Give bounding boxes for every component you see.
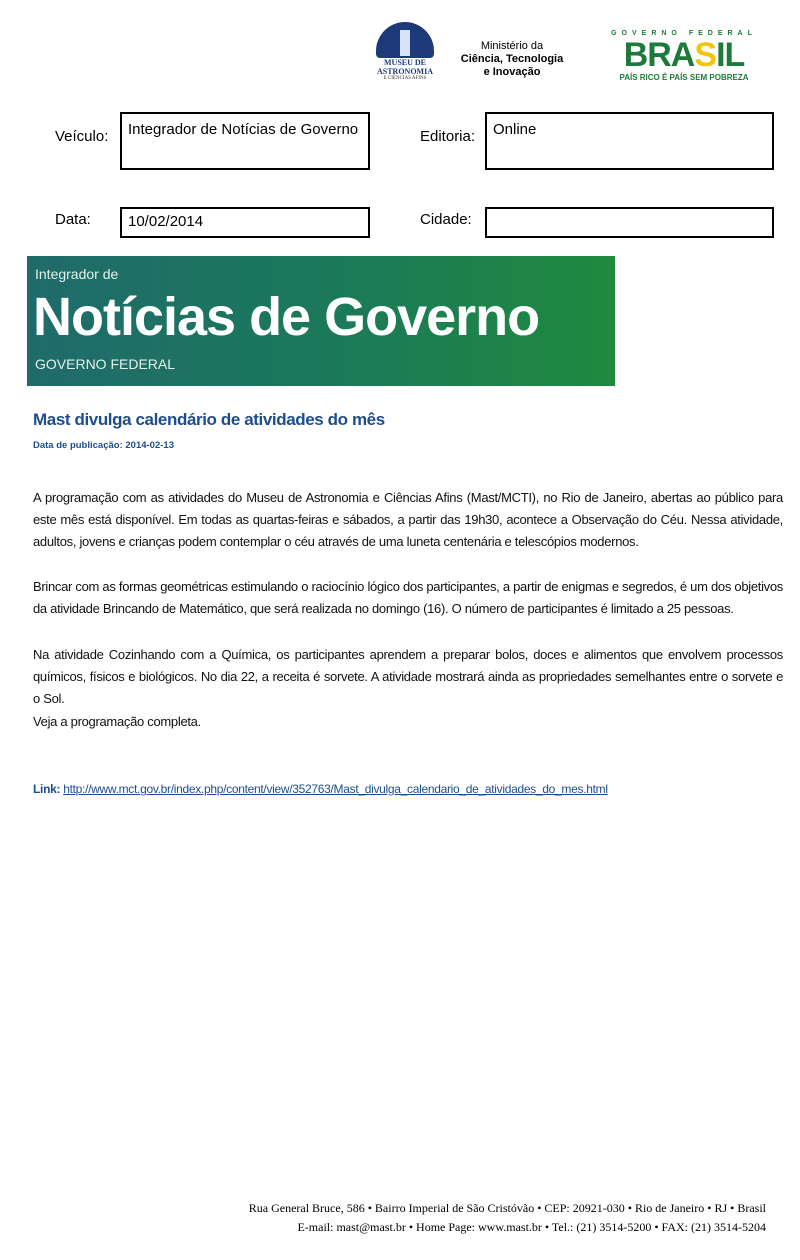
- banner-title: Notícias de Governo: [33, 287, 540, 347]
- museum-logo-text: [372, 58, 438, 82]
- editoria-label: Editoria:: [420, 128, 476, 145]
- banner-gov-text: GOVERNO FEDERAL: [35, 356, 176, 372]
- gov-slogan: PAÍS RICO É PAÍS SEM POBREZA: [619, 73, 749, 82]
- editoria-field[interactable]: Online: [485, 112, 774, 170]
- observatory-dome-icon: [376, 22, 434, 58]
- gov-main-right: IL: [716, 36, 745, 74]
- gov-brasil-wordmark: [598, 37, 770, 73]
- museum-line3: E CIÊNCIAS AFINS: [383, 76, 427, 81]
- source-url-link[interactable]: http://www.mct.gov.br/index.php/content/view/352763/Mast_divulga_calendario_de_atividades_do_mes.html: [63, 782, 608, 796]
- data-label: Data:: [55, 211, 91, 228]
- museum-line1: MUSEU DE: [383, 58, 426, 67]
- ministry-line1: Ministério da: [480, 40, 544, 52]
- government-logo: [598, 30, 770, 86]
- cidade-label: Cidade:: [420, 211, 472, 228]
- news-banner: [27, 256, 615, 386]
- article-paragraph-2: Brincar com as formas geométricas estimulando o raciocínio lógico dos participantes, a partir de enigmas e segredos, é um dos objetivos da atividade Brincando de Matemático, que será realizada no domingo (16). O número de participantes é limitado a 25 pessoas.: [33, 579, 783, 616]
- footer-contact: E-mail: mast@mast.br • Home Page: www.mast.br • Tel.: (21) 3514-5200 • FAX: (21) 3514-5204: [297, 1220, 766, 1234]
- data-field[interactable]: 10/02/2014: [120, 207, 370, 238]
- museum-line2: ASTRONOMIA: [376, 67, 433, 76]
- museum-logo: [372, 22, 438, 84]
- article-paragraph-3: Na atividade Cozinhando com a Química, os participantes aprendem a preparar bolos, doces e alimentos que envolvem processos químicos, físicos e biológicos. No dia 22, a receita é sorvete. A atividade mostrará ainda as propriedades semelhantes entre o sorvete e o Sol.: [33, 647, 783, 706]
- link-label: Link:: [33, 782, 61, 796]
- publication-date: Data de publicação: 2014-02-13: [33, 440, 174, 451]
- banner-small-text: Integrador de: [35, 266, 119, 282]
- article-title: Mast divulga calendário de atividades do mês: [33, 410, 385, 429]
- veiculo-field[interactable]: Integrador de Notícias de Governo: [120, 112, 370, 170]
- gov-main-left: BRA: [623, 36, 695, 74]
- ministry-logo: [448, 40, 576, 79]
- article-link: [33, 782, 608, 796]
- ministry-line2: Ciência, Tecnologia: [460, 53, 564, 65]
- ministry-line3: e Inovação: [483, 66, 541, 78]
- gov-main-mid: S: [694, 36, 717, 74]
- article-paragraph-4: Veja a programação completa.: [33, 714, 201, 729]
- gov-top-text: GOVERNO FEDERAL: [611, 30, 757, 37]
- article-paragraph-1: A programação com as atividades do Museu de Astronomia e Ciências Afins (Mast/MCTI), no Rio de Janeiro, abertas ao público para este mês está disponível. Em todas as quartas-feiras e sábados, a partir das 19h30, acontece a Observação do Céu. Nessa atividade, adultos, jovens e crianças podem contemplar o céu através de uma luneta centenária e telescópios modernos.: [33, 490, 783, 549]
- veiculo-label: Veículo:: [55, 128, 109, 145]
- footer-address: Rua General Bruce, 586 • Bairro Imperial de São Cristóvão • CEP: 20921-030 • Rio de Janeiro • RJ • Brasil: [248, 1201, 766, 1215]
- cidade-field[interactable]: [485, 207, 774, 238]
